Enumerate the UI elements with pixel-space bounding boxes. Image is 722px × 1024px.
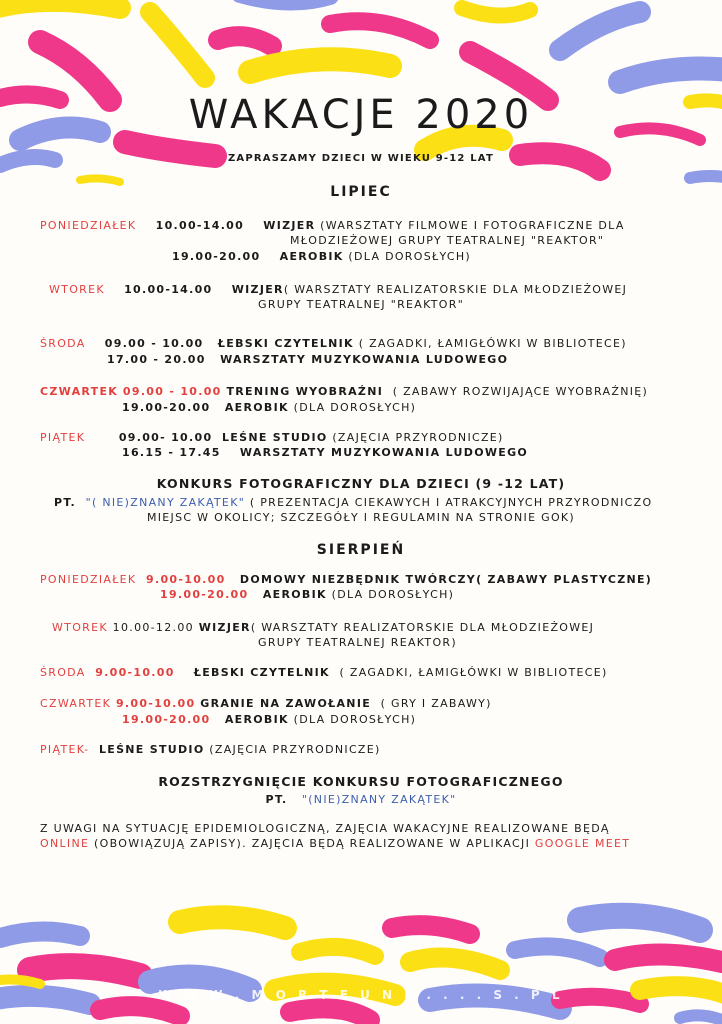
schedule-row — [40, 337, 627, 351]
time-label: 19.00-20.00 — [122, 713, 211, 726]
schedule-row-continuation: MŁODZIEŻOWEJ GRUPY TEATRALNEJ "REAKTOR" — [290, 234, 605, 247]
activity-description: (ZAJĘCIA PRZYRODNICZE) — [332, 431, 504, 444]
schedule-row — [172, 250, 471, 264]
time-label: 19.00-20.00 — [172, 250, 261, 263]
time-label: 10.00-12.00 — [112, 621, 194, 634]
schedule-row-continuation: GRUPY TEATRALNEJ REAKTOR) — [258, 636, 457, 649]
activity-name: WARSZTATY MUZYKOWANIA LUDOWEGO — [220, 353, 509, 366]
activity-name: WIZJER — [198, 621, 251, 634]
results-name: "(NIE)ZNANY ZAKĄTEK" — [301, 793, 457, 806]
day-label: ŚRODA — [40, 666, 86, 679]
activity-description: (ZAJĘCIA PRZYRODNICZE) — [209, 743, 381, 756]
day-label: CZWARTEK — [40, 697, 112, 710]
activity-name: AEROBIK — [262, 588, 327, 601]
activity-name: WIZJER — [231, 283, 284, 296]
activity-name: TRENING WYOBRAŹNI — [226, 385, 384, 398]
day-label: PIĄTEK — [40, 431, 86, 444]
day-label: PONIEDZIAŁEK — [40, 219, 137, 232]
schedule-row — [122, 713, 416, 727]
page-title: WAKACJE 2020 — [188, 92, 534, 138]
time-label: 09.00 - 10.00 — [122, 385, 222, 398]
activity-description: ( ZABAWY ROZWIJAJĄCE WYOBRAŹNIĘ) — [392, 385, 649, 398]
notice-line-1: Z UWAGI NA SYTUACJĘ EPIDEMIOLOGICZNĄ, ZAJĘCIA WAKACYJNE REALIZOWANE BĘDĄ — [40, 822, 610, 835]
activity-name: WIZJER — [263, 219, 316, 232]
activity-name: AEROBIK — [224, 713, 289, 726]
day-label: WTOREK — [52, 621, 108, 634]
schedule-row — [40, 743, 381, 757]
activity-description: (DLA DOROSŁYCH) — [331, 588, 455, 601]
activity-name: AEROBIK — [279, 250, 344, 263]
day-label: CZWARTEK — [40, 385, 119, 398]
contest-prefix: PT. — [54, 496, 76, 509]
time-label: 09.00 - 10.00 — [104, 337, 204, 350]
schedule-row — [40, 431, 504, 445]
schedule-row — [52, 621, 594, 635]
contest-line — [54, 496, 652, 510]
website-watermark: W W W . M O R T E U N D . . . . S . P L — [158, 988, 564, 1002]
contest-description: ( PREZENTACJA CIEKAWYCH I ATRAKCYJNYCH PRZYRODNICZO — [249, 496, 653, 509]
activity-description: ( WARSZTATY REALIZATORSKIE DLA MŁODZIEŻOWEJ — [283, 283, 628, 296]
day-label: PIĄTEK- — [40, 743, 90, 756]
contest-description-continuation: MIEJSC W OKOLICY; SZCZEGÓŁY I REGULAMIN NA STRONIE GOK) — [146, 511, 576, 524]
activity-description: (DLA DOROSŁYCH) — [293, 713, 417, 726]
activity-name: GRANIE NA ZAWOŁANIE — [200, 697, 372, 710]
schedule-row — [40, 385, 648, 399]
activity-description: (DLA DOROSŁYCH) — [293, 401, 417, 414]
schedule-row — [122, 401, 416, 415]
activity-name: ŁEBSKI CZYTELNIK — [193, 666, 330, 679]
activity-description: ( WARSZTATY REALIZATORSKIE DLA MŁODZIEŻOWEJ — [250, 621, 595, 634]
activity-name: AEROBIK — [224, 401, 289, 414]
schedule-row — [49, 283, 627, 297]
activity-name: ŁEBSKI CZYTELNIK — [217, 337, 354, 350]
activity-description: (WARSZTATY FILMOWE I FOTOGRAFICZNE DLA — [320, 219, 625, 232]
activity-name: DOMOWY NIEZBĘDNIK TWÓRCZY( ZABAWY PLASTYCZNE) — [239, 573, 653, 586]
results-line — [0, 793, 722, 807]
results-prefix: PT. — [265, 793, 288, 806]
time-label: 9.00-10.00 — [146, 573, 226, 586]
schedule-row — [40, 697, 492, 711]
schedule-row — [160, 588, 454, 602]
notice-line-2 — [40, 837, 630, 851]
activity-name: LEŚNE STUDIO — [98, 743, 205, 756]
time-label: 9.00-10.00 — [95, 666, 175, 679]
schedule-row — [122, 446, 528, 460]
activity-name: WARSZTATY MUZYKOWANIA LUDOWEGO — [239, 446, 529, 459]
online-label: ONLINE — [40, 837, 90, 850]
day-label: ŚRODA — [40, 337, 86, 350]
month-heading-sierpien: SIERPIEŃ — [316, 542, 406, 558]
activity-description: (DLA DOROSŁYCH) — [348, 250, 472, 263]
time-label: 09.00- 10.00 — [118, 431, 213, 444]
schedule-row-continuation: GRUPY TEATRALNEJ "REAKTOR" — [258, 298, 465, 311]
time-label: 17.00 - 20.00 — [107, 353, 206, 366]
contest-name: "( NIE)ZNANY ZAKĄTEK" — [85, 496, 246, 509]
activity-description: ( ZAGADKI, ŁAMIGŁÓWKI W BIBLIOTECE) — [358, 337, 627, 350]
day-label: WTOREK — [49, 283, 105, 296]
time-label: 10.00-14.00 — [124, 283, 213, 296]
month-heading-lipiec: LIPIEC — [330, 184, 392, 200]
schedule-row — [40, 219, 625, 233]
schedule-row — [40, 573, 652, 587]
time-label: 19.00-20.00 — [122, 401, 211, 414]
page-subtitle: ZAPRASZAMY DZIECI W WIEKU 9-12 LAT — [227, 153, 494, 164]
day-label: PONIEDZIAŁEK — [40, 573, 137, 586]
schedule-row — [107, 353, 508, 367]
activity-description: ( ZAGADKI, ŁAMIGŁÓWKI W BIBLIOTECE) — [339, 666, 608, 679]
contest-heading: KONKURS FOTOGRAFICZNY DLA DZIECI (9 -12 LAT) — [156, 476, 566, 491]
notice-text: (OBOWIĄZUJĄ ZAPISY). ZAJĘCIA BĘDĄ REALIZOWANE W APLIKACJI — [94, 837, 531, 850]
time-label: 10.00-14.00 — [155, 219, 245, 232]
results-heading: ROZSTRZYGNIĘCIE KONKURSU FOTOGRAFICZNEGO — [158, 774, 564, 789]
schedule-row — [40, 666, 608, 680]
activity-name: LEŚNE STUDIO — [222, 431, 328, 444]
time-label: 9.00-10.00 — [115, 697, 196, 710]
time-label: 16.15 - 17.45 — [122, 446, 221, 459]
app-name: GOOGLE MEET — [534, 837, 631, 850]
time-label: 19.00-20.00 — [160, 588, 249, 601]
activity-description: ( GRY I ZABAWY) — [380, 697, 492, 710]
